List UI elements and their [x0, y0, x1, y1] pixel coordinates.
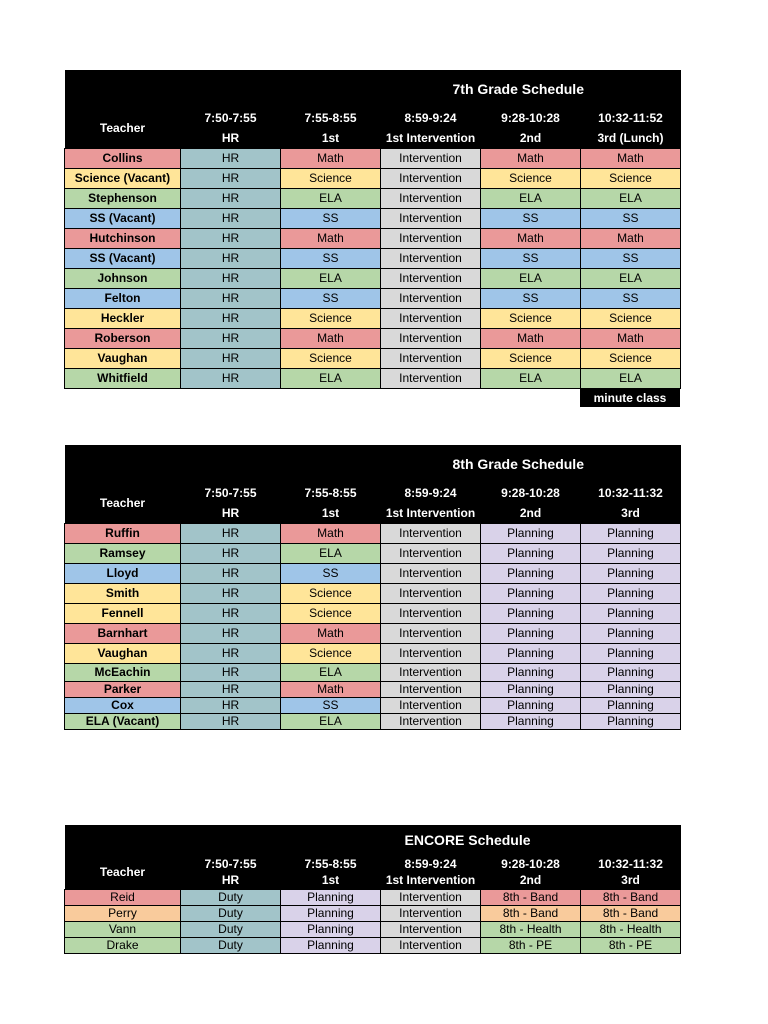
teacher-name: Vann: [65, 921, 181, 937]
teacher-header: Teacher: [65, 855, 181, 889]
schedule-cell: Intervention: [381, 643, 481, 663]
schedule-cell: Science: [581, 348, 681, 368]
schedule-cell: Math: [481, 148, 581, 168]
schedule-cell: Intervention: [381, 603, 481, 623]
schedule-cell: Intervention: [381, 148, 481, 168]
schedule-cell: Planning: [581, 623, 681, 643]
teacher-name: SS (Vacant): [65, 208, 181, 228]
seventh-grade-table: [64, 70, 681, 389]
schedule-cell: HR: [181, 643, 281, 663]
schedule-cell: Science: [281, 168, 381, 188]
schedule-cell: Intervention: [381, 188, 481, 208]
schedule-cell: HR: [181, 623, 281, 643]
table-row: [65, 148, 681, 168]
schedule-cell: HR: [181, 268, 281, 288]
schedule-cell: Planning: [481, 663, 581, 681]
teacher-name: Smith: [65, 583, 181, 603]
schedule-cell: 8th - Health: [481, 921, 581, 937]
teacher-name: Drake: [65, 937, 181, 953]
teacher-name: Cox: [65, 697, 181, 713]
schedule-cell: ELA: [281, 268, 381, 288]
schedule-cell: Intervention: [381, 288, 481, 308]
teacher-name: McEachin: [65, 663, 181, 681]
schedule-cell: Math: [281, 328, 381, 348]
table-row: [65, 288, 681, 308]
teacher-name: Perry: [65, 905, 181, 921]
teacher-name: Ruffin: [65, 523, 181, 543]
teacher-name: Roberson: [65, 328, 181, 348]
schedule-cell: HR: [181, 188, 281, 208]
schedule-cell: HR: [181, 228, 281, 248]
period-header: 3rd: [581, 872, 681, 889]
schedule-cell: Math: [281, 228, 381, 248]
schedule-cell: Planning: [581, 523, 681, 543]
time-header: 7:55-8:55: [281, 855, 381, 872]
table-row: [65, 937, 681, 953]
schedule-cell: HR: [181, 148, 281, 168]
schedule-cell: Math: [581, 148, 681, 168]
time-header: 9:28-10:28: [481, 108, 581, 128]
teacher-name: Fennell: [65, 603, 181, 623]
table-row: [65, 228, 681, 248]
schedule-cell: 8th - Band: [581, 905, 681, 921]
schedule-cell: HR: [181, 543, 281, 563]
schedule-cell: SS: [281, 288, 381, 308]
schedule-cell: ELA: [281, 713, 381, 729]
time-header: 7:50-7:55: [181, 855, 281, 872]
schedule-cell: Science: [281, 583, 381, 603]
schedule-cell: Science: [281, 308, 381, 328]
schedule-cell: HR: [181, 713, 281, 729]
schedule-cell: Intervention: [381, 937, 481, 953]
schedule-cell: SS: [281, 248, 381, 268]
time-header: 8:59-9:24: [381, 108, 481, 128]
schedule-cell: Math: [281, 623, 381, 643]
eighth-title: 8th Grade Schedule: [381, 445, 681, 483]
schedule-cell: Planning: [481, 697, 581, 713]
seventh-title: 7th Grade Schedule: [381, 70, 681, 108]
table-row: [65, 328, 681, 348]
eighth-grade-table: [64, 445, 681, 730]
teacher-name: Barnhart: [65, 623, 181, 643]
schedule-cell: Intervention: [381, 563, 481, 583]
schedule-cell: Planning: [281, 889, 381, 905]
schedule-cell: SS: [281, 697, 381, 713]
schedule-cell: Planning: [581, 697, 681, 713]
teacher-name: ELA (Vacant): [65, 713, 181, 729]
table-row: [65, 563, 681, 583]
schedule-cell: Math: [481, 228, 581, 248]
table-row: [65, 643, 681, 663]
table-row: [65, 208, 681, 228]
schedule-cell: SS: [581, 248, 681, 268]
time-header: 8:59-9:24: [381, 855, 481, 872]
teacher-name: Hutchinson: [65, 228, 181, 248]
schedule-cell: Planning: [481, 523, 581, 543]
encore-title: ENCORE Schedule: [381, 825, 681, 855]
time-header: 9:28-10:28: [481, 483, 581, 503]
time-header: 7:50-7:55: [181, 483, 281, 503]
schedule-cell: ELA: [281, 663, 381, 681]
schedule-cell: Science: [481, 308, 581, 328]
schedule-cell: Science: [581, 168, 681, 188]
schedule-cell: SS: [481, 208, 581, 228]
schedule-cell: Science: [281, 603, 381, 623]
table-row: [65, 713, 681, 729]
table-row: [65, 623, 681, 643]
schedule-cell: Intervention: [381, 328, 481, 348]
schedule-cell: ELA: [581, 268, 681, 288]
period-header: HR: [181, 872, 281, 889]
schedule-cell: Math: [281, 523, 381, 543]
time-header: 10:32-11:32: [581, 483, 681, 503]
teacher-name: Heckler: [65, 308, 181, 328]
schedule-cell: ELA: [581, 368, 681, 388]
schedule-cell: SS: [481, 288, 581, 308]
teacher-name: SS (Vacant): [65, 248, 181, 268]
schedule-cell: Planning: [481, 583, 581, 603]
table-row: [65, 889, 681, 905]
schedule-cell: HR: [181, 697, 281, 713]
schedule-cell: HR: [181, 523, 281, 543]
schedule-cell: 8th - Health: [581, 921, 681, 937]
schedule-cell: Science: [481, 348, 581, 368]
schedule-cell: 8th - Band: [481, 889, 581, 905]
schedule-cell: Intervention: [381, 308, 481, 328]
schedule-cell: Planning: [481, 643, 581, 663]
schedule-cell: SS: [481, 248, 581, 268]
schedule-cell: HR: [181, 583, 281, 603]
period-header: 1st Intervention: [381, 503, 481, 523]
table-row: [65, 543, 681, 563]
schedule-cell: Science: [281, 643, 381, 663]
encore-table: [64, 825, 681, 954]
table-row: [65, 905, 681, 921]
schedule-cell: ELA: [281, 368, 381, 388]
schedule-cell: HR: [181, 603, 281, 623]
schedule-cell: Intervention: [381, 623, 481, 643]
time-header: 7:55-8:55: [281, 108, 381, 128]
schedule-cell: ELA: [481, 268, 581, 288]
teacher-header: Teacher: [65, 108, 181, 148]
schedule-cell: Intervention: [381, 889, 481, 905]
schedule-cell: Intervention: [381, 268, 481, 288]
table-row: [65, 308, 681, 328]
schedule-cell: Intervention: [381, 583, 481, 603]
table-row: [65, 348, 681, 368]
teacher-name: Vaughan: [65, 348, 181, 368]
teacher-name: Science (Vacant): [65, 168, 181, 188]
teacher-name: Parker: [65, 681, 181, 697]
schedule-cell: HR: [181, 663, 281, 681]
schedule-cell: Math: [281, 681, 381, 697]
teacher-name: Collins: [65, 148, 181, 168]
table-row: [65, 921, 681, 937]
schedule-cell: Intervention: [381, 348, 481, 368]
period-header: 1st: [281, 128, 381, 148]
schedule-cell: 8th - PE: [581, 937, 681, 953]
schedule-cell: HR: [181, 168, 281, 188]
period-header: 3rd (Lunch): [581, 128, 681, 148]
schedule-cell: Planning: [481, 623, 581, 643]
schedule-cell: Planning: [581, 681, 681, 697]
table-row: [65, 583, 681, 603]
schedule-cell: Math: [281, 148, 381, 168]
schedule-cell: Planning: [481, 563, 581, 583]
period-header: HR: [181, 503, 281, 523]
table-row: [65, 188, 681, 208]
schedule-cell: Planning: [581, 713, 681, 729]
schedule-cell: HR: [181, 208, 281, 228]
table-row: [65, 697, 681, 713]
teacher-header: Teacher: [65, 483, 181, 523]
schedule-cell: Intervention: [381, 228, 481, 248]
schedule-cell: ELA: [581, 188, 681, 208]
schedule-cell: Intervention: [381, 681, 481, 697]
schedule-cell: SS: [581, 208, 681, 228]
schedule-cell: Intervention: [381, 168, 481, 188]
schedule-cell: HR: [181, 368, 281, 388]
time-header: 9:28-10:28: [481, 855, 581, 872]
schedule-cell: Intervention: [381, 905, 481, 921]
table-row: [65, 248, 681, 268]
schedule-cell: Planning: [281, 937, 381, 953]
table-row: [65, 523, 681, 543]
schedule-cell: Intervention: [381, 921, 481, 937]
schedule-cell: Intervention: [381, 523, 481, 543]
schedule-cell: Planning: [581, 663, 681, 681]
schedule-cell: HR: [181, 348, 281, 368]
schedule-cell: Science: [481, 168, 581, 188]
teacher-name: Johnson: [65, 268, 181, 288]
teacher-name: Reid: [65, 889, 181, 905]
period-header: 1st: [281, 872, 381, 889]
table-row: [65, 681, 681, 697]
time-header: 10:32-11:52: [581, 108, 681, 128]
table-row: [65, 663, 681, 681]
schedule-cell: 8th - Band: [581, 889, 681, 905]
schedule-cell: Math: [581, 228, 681, 248]
period-header: 3rd: [581, 503, 681, 523]
time-header: 8:59-9:24: [381, 483, 481, 503]
schedule-cell: Intervention: [381, 543, 481, 563]
schedule-cell: ELA: [281, 188, 381, 208]
schedule-cell: HR: [181, 563, 281, 583]
schedule-cell: HR: [181, 248, 281, 268]
schedule-cell: SS: [581, 288, 681, 308]
period-header: 2nd: [481, 503, 581, 523]
schedule-cell: Planning: [481, 603, 581, 623]
schedule-cell: Intervention: [381, 697, 481, 713]
table-row: [65, 368, 681, 388]
schedule-cell: Intervention: [381, 368, 481, 388]
period-header: 1st: [281, 503, 381, 523]
time-header: 7:50-7:55: [181, 108, 281, 128]
schedule-cell: Planning: [481, 543, 581, 563]
schedule-cell: Duty: [181, 889, 281, 905]
schedule-cell: HR: [181, 308, 281, 328]
teacher-name: Vaughan: [65, 643, 181, 663]
schedule-cell: Math: [581, 328, 681, 348]
schedule-cell: Duty: [181, 937, 281, 953]
schedule-cell: Planning: [581, 643, 681, 663]
schedule-cell: Planning: [281, 905, 381, 921]
period-header: 2nd: [481, 128, 581, 148]
schedule-cell: Intervention: [381, 663, 481, 681]
schedule-cell: 8th - PE: [481, 937, 581, 953]
period-header: 2nd: [481, 872, 581, 889]
schedule-cell: Intervention: [381, 713, 481, 729]
schedule-cell: Planning: [581, 563, 681, 583]
time-header: 10:32-11:32: [581, 855, 681, 872]
schedule-cell: Duty: [181, 921, 281, 937]
teacher-name: Stephenson: [65, 188, 181, 208]
schedule-cell: Science: [581, 308, 681, 328]
table-row: [65, 168, 681, 188]
schedule-cell: Science: [281, 348, 381, 368]
schedule-cell: Planning: [581, 543, 681, 563]
schedule-cell: Planning: [281, 921, 381, 937]
period-header: 1st Intervention: [381, 128, 481, 148]
teacher-name: Felton: [65, 288, 181, 308]
schedule-cell: Duty: [181, 905, 281, 921]
table-row: [65, 603, 681, 623]
teacher-name: Ramsey: [65, 543, 181, 563]
schedule-cell: ELA: [481, 188, 581, 208]
time-header: 7:55-8:55: [281, 483, 381, 503]
schedule-cell: Planning: [481, 713, 581, 729]
schedule-cell: Math: [481, 328, 581, 348]
period-header: 1st Intervention: [381, 872, 481, 889]
schedule-cell: HR: [181, 681, 281, 697]
schedule-cell: HR: [181, 328, 281, 348]
schedule-cell: ELA: [481, 368, 581, 388]
schedule-cell: ELA: [281, 543, 381, 563]
schedule-cell: Intervention: [381, 248, 481, 268]
schedule-cell: HR: [181, 288, 281, 308]
schedule-cell: Intervention: [381, 208, 481, 228]
teacher-name: Lloyd: [65, 563, 181, 583]
schedule-cell: Planning: [581, 583, 681, 603]
minute-class-note: minute class: [580, 388, 680, 407]
schedule-cell: Planning: [481, 681, 581, 697]
schedule-cell: SS: [281, 563, 381, 583]
schedule-cell: Planning: [581, 603, 681, 623]
table-row: [65, 268, 681, 288]
period-header: HR: [181, 128, 281, 148]
teacher-name: Whitfield: [65, 368, 181, 388]
schedule-cell: 8th - Band: [481, 905, 581, 921]
schedule-cell: SS: [281, 208, 381, 228]
